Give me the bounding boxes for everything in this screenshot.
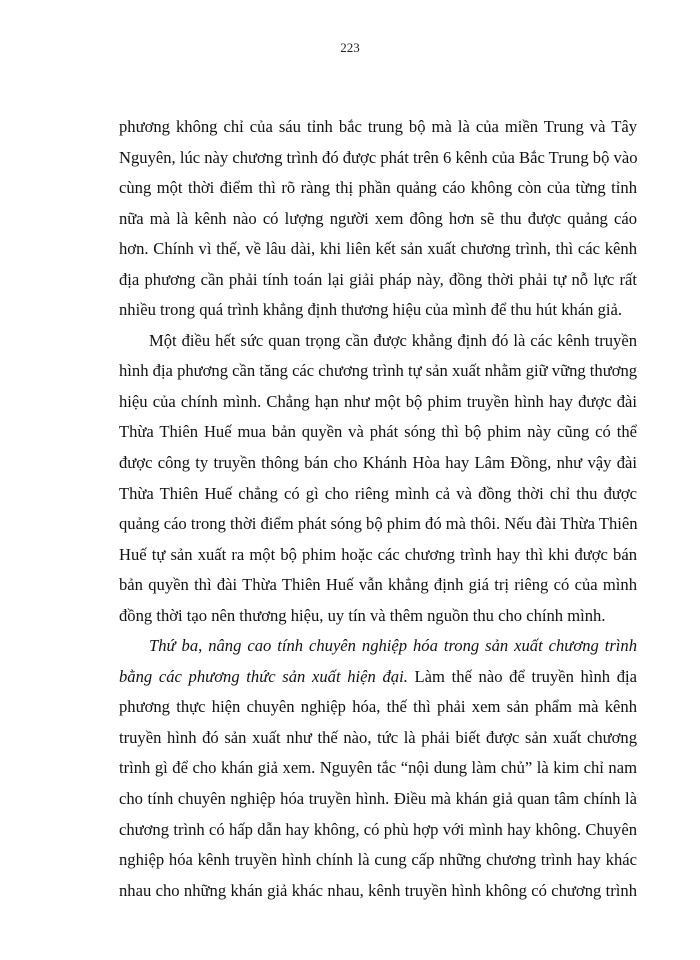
text-line: được công ty truyền thông bán cho Khánh Hòa hay Lâm Đồng, như vậy đài [119,453,637,473]
text-line: hơn. Chính vì thế, về lâu dài, khi liên kết sản xuất chương trình, thì các kênh [119,239,637,259]
italic-heading-text: bằng các phương thức sản xuất hiện đại. [119,666,408,686]
text-line: nghiệp hóa kênh truyền hình chính là cung cấp những chương trình hay khác [119,850,637,870]
italic-heading-text: Thứ ba, nâng cao tính chuyên nghiệp hóa trong sản xuất chương trình [149,636,637,656]
paragraph-1 [119,112,637,326]
text-line: nhiều trong quá trình khẳng định thương hiệu của mình để thu hút khán giả. [119,300,623,320]
text-line: nhau cho những khán giả khác nhau, kênh truyền hình không có chương trình [119,880,637,900]
text-line: bản quyền thì đài Thừa Thiên Huế vẫn khẳng định giá trị riêng có của mình [119,575,637,595]
text-line: nữa mà là kênh nào có lượng người xem đông hơn sẽ thu được quảng cáo [119,208,637,228]
text-line: hiệu của chính mình. Chẳng hạn như một bộ phim truyền hình hay được đài [119,391,637,411]
paragraph-3 [119,631,637,906]
text-line [119,631,637,662]
text-line: hình địa phương cần tăng các chương trình tự sản xuất nhằm giữ vững thương [119,361,638,381]
text-line: Một điều hết sức quan trọng cần được khẳng định đó là các kênh truyền [149,330,637,350]
text-line: Thừa Thiên Huế mua bản quyền và phát sóng thì bộ phim này cũng có thể [119,422,637,442]
body-text [119,112,637,906]
text-line: cho tính chuyên nghiệp hóa truyền hình. Điều mà khán giả quan tâm chính là [119,789,637,809]
text-line: cùng một thời điểm thì rõ ràng thị phần quảng cáo không còn của từng tỉnh [119,178,637,198]
text-line: Nguyên, lúc này chương trình đó được phát trên 6 kênh của Bắc Trung bộ vào [119,147,638,167]
text-line: trình gì để cho khán giả xem. Nguyên tắc “nội dung làm chủ” là kim chỉ nam [119,758,637,778]
paragraph-2 [119,326,637,631]
text-line: truyền hình đó sản xuất như thế nào, tức là phải biết được sản xuất chương [119,727,637,747]
page-number: 223 [340,40,360,55]
text-line [119,662,637,693]
text-line: đồng thời tạo nên thương hiệu, uy tín và thêm nguồn thu cho chính mình. [119,605,606,625]
text-line: địa phương cần phải tính toán lại giải pháp này, đồng thời phải tự nỗ lực rất [119,269,637,289]
text-line: chương trình có hấp dẫn hay không, có phù hợp với mình hay không. Chuyên [119,819,637,839]
text-run: Làm thế nào để truyền hình địa [407,666,637,686]
text-line: phương thực hiện chuyên nghiệp hóa, thế thì phải xem sản phẩm mà kênh [119,697,637,717]
text-line: Huế tự sản xuất ra một bộ phim hoặc các chương trình hay thì khi được bán [119,544,637,564]
text-line: quảng cáo trong thời điểm phát sóng bộ phim đó mà thôi. Nếu đài Thừa Thiên [119,514,638,534]
text-line: Thừa Thiên Huế chẳng có gì cho riêng mình cả và đồng thời chỉ thu được [119,483,637,503]
text-line: phương không chỉ của sáu tỉnh bắc trung bộ mà là của miền Trung và Tây [119,117,637,136]
